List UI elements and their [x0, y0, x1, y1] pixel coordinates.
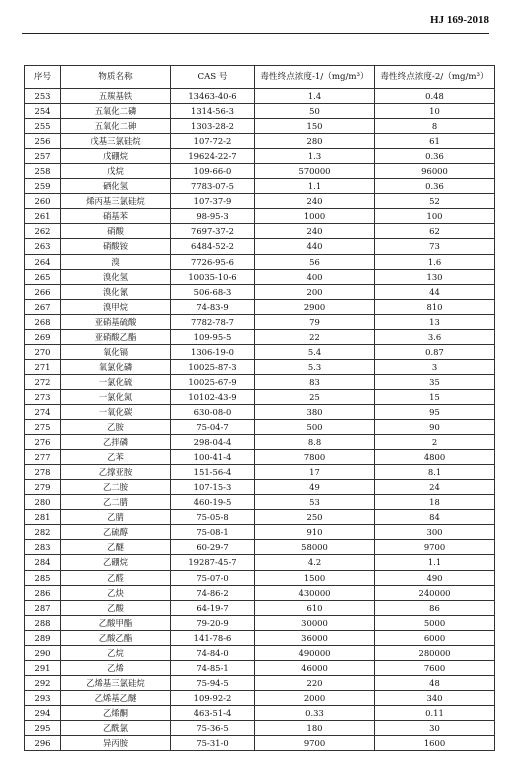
- substance-name: 五羰基铁: [61, 89, 171, 104]
- substance-name: 溴: [61, 254, 171, 269]
- table-row: [25, 720, 495, 735]
- row-number: 256: [25, 134, 61, 149]
- substance-name: 一氯化氮: [61, 389, 171, 404]
- row-number: 294: [25, 705, 61, 720]
- substance-name: 乙胺: [61, 420, 171, 435]
- row-number: 259: [25, 179, 61, 194]
- toxicity-endpoint-1: 56: [255, 254, 375, 269]
- toxicity-endpoint-2: 0.48: [375, 89, 495, 104]
- row-number: 293: [25, 690, 61, 705]
- toxicity-endpoint-1: 1000: [255, 209, 375, 224]
- row-number: 261: [25, 209, 61, 224]
- table-row: [25, 389, 495, 404]
- toxicity-endpoint-1: 280: [255, 134, 375, 149]
- row-number: 255: [25, 119, 61, 134]
- toxicity-endpoint-2: 18: [375, 495, 495, 510]
- substance-name: 硝酸铵: [61, 239, 171, 254]
- toxicity-endpoint-2: 0.11: [375, 705, 495, 720]
- table-row: [25, 705, 495, 720]
- substance-name: 硝酸: [61, 224, 171, 239]
- substance-name: 乙苯: [61, 450, 171, 465]
- toxicity-endpoint-1: 500: [255, 420, 375, 435]
- toxicity-endpoint-2: 240000: [375, 585, 495, 600]
- substance-name: 硝基苯: [61, 209, 171, 224]
- row-number: 268: [25, 314, 61, 329]
- toxicity-endpoint-2: 7600: [375, 660, 495, 675]
- toxicity-endpoint-1: 570000: [255, 164, 375, 179]
- row-number: 274: [25, 404, 61, 419]
- toxicity-endpoint-1: 910: [255, 525, 375, 540]
- table-row: [25, 299, 495, 314]
- row-number: 295: [25, 720, 61, 735]
- table-row: [25, 149, 495, 164]
- table-row: [25, 660, 495, 675]
- table-row: [25, 314, 495, 329]
- toxicity-endpoint-1: 240: [255, 194, 375, 209]
- toxicity-endpoint-2: 300: [375, 525, 495, 540]
- toxicity-endpoint-2: 86: [375, 600, 495, 615]
- substance-name: 乙烯: [61, 660, 171, 675]
- toxicity-endpoint-2: 62: [375, 224, 495, 239]
- substance-name: 乙二腈: [61, 495, 171, 510]
- toxicity-endpoint-2: 95: [375, 404, 495, 419]
- toxicity-endpoint-2: 30: [375, 720, 495, 735]
- toxicity-endpoint-1: 8.8: [255, 435, 375, 450]
- toxicity-endpoint-2: 100: [375, 209, 495, 224]
- cas-number: 60-29-7: [171, 540, 255, 555]
- row-number: 263: [25, 239, 61, 254]
- table-row: [25, 450, 495, 465]
- table-row: [25, 194, 495, 209]
- row-number: 296: [25, 736, 61, 751]
- cas-number: 74-85-1: [171, 660, 255, 675]
- substance-name: 戊基三氯硅烷: [61, 134, 171, 149]
- toxicity-endpoint-2: 96000: [375, 164, 495, 179]
- cas-number: 151-56-4: [171, 465, 255, 480]
- toxicity-endpoint-2: 1.6: [375, 254, 495, 269]
- toxicity-endpoint-1: 53: [255, 495, 375, 510]
- substance-name: 异丙胺: [61, 736, 171, 751]
- toxicity-endpoint-2: 5000: [375, 615, 495, 630]
- substance-name: 五氧化二磷: [61, 104, 171, 119]
- column-header: CAS 号: [171, 66, 255, 89]
- row-number: 254: [25, 104, 61, 119]
- column-header: 序号: [25, 66, 61, 89]
- cas-number: 109-95-5: [171, 329, 255, 344]
- table-row: [25, 600, 495, 615]
- row-number: 292: [25, 675, 61, 690]
- row-number: 257: [25, 149, 61, 164]
- cas-number: 75-05-8: [171, 510, 255, 525]
- cas-number: 75-07-0: [171, 570, 255, 585]
- cas-number: 75-36-5: [171, 720, 255, 735]
- row-number: 291: [25, 660, 61, 675]
- substance-name: 一氧化碳: [61, 404, 171, 419]
- toxicity-endpoint-1: 58000: [255, 540, 375, 555]
- cas-number: 19287-45-7: [171, 555, 255, 570]
- toxicity-endpoint-1: 440: [255, 239, 375, 254]
- toxicity-endpoint-1: 240: [255, 224, 375, 239]
- toxicity-endpoint-2: 0.36: [375, 149, 495, 164]
- row-number: 264: [25, 254, 61, 269]
- table-row: [25, 359, 495, 374]
- row-number: 266: [25, 284, 61, 299]
- table-row: [25, 239, 495, 254]
- toxicity-endpoint-1: 1.1: [255, 179, 375, 194]
- toxicity-endpoint-2: 0.36: [375, 179, 495, 194]
- substance-name: 戊硼烷: [61, 149, 171, 164]
- row-number: 276: [25, 435, 61, 450]
- table-row: [25, 495, 495, 510]
- toxicity-endpoint-2: 48: [375, 675, 495, 690]
- toxicity-endpoint-2: 73: [375, 239, 495, 254]
- cas-number: 1314-56-3: [171, 104, 255, 119]
- table-row: [25, 615, 495, 630]
- table-row: [25, 269, 495, 284]
- substance-name: 一氯化硫: [61, 374, 171, 389]
- cas-number: 109-92-2: [171, 690, 255, 705]
- toxicity-endpoint-2: 6000: [375, 630, 495, 645]
- cas-number: 463-51-4: [171, 705, 255, 720]
- cas-number: 107-37-9: [171, 194, 255, 209]
- cas-number: 109-66-0: [171, 164, 255, 179]
- table-row: [25, 164, 495, 179]
- substance-name: 乙二胺: [61, 480, 171, 495]
- row-number: 253: [25, 89, 61, 104]
- table-row: [25, 480, 495, 495]
- cas-number: 1303-28-2: [171, 119, 255, 134]
- cas-number: 10102-43-9: [171, 389, 255, 404]
- toxicity-endpoint-2: 13: [375, 314, 495, 329]
- row-number: 269: [25, 329, 61, 344]
- toxicity-endpoint-2: 35: [375, 374, 495, 389]
- substance-name: 乙烷: [61, 645, 171, 660]
- cas-number: 98-95-3: [171, 209, 255, 224]
- table-row: [25, 675, 495, 690]
- toxicity-endpoint-1: 0.33: [255, 705, 375, 720]
- row-number: 283: [25, 540, 61, 555]
- column-header: 物质名称: [61, 66, 171, 89]
- toxicity-endpoint-1: 2900: [255, 299, 375, 314]
- cas-number: 298-04-4: [171, 435, 255, 450]
- table-row: [25, 374, 495, 389]
- toxicity-endpoint-1: 25: [255, 389, 375, 404]
- substance-name: 亚硝基硫酸: [61, 314, 171, 329]
- row-number: 279: [25, 480, 61, 495]
- row-number: 258: [25, 164, 61, 179]
- toxicity-endpoint-2: 1600: [375, 736, 495, 751]
- cas-number: 506-68-3: [171, 284, 255, 299]
- substance-name: 乙拌磷: [61, 435, 171, 450]
- toxicity-endpoint-1: 17: [255, 465, 375, 480]
- substance-name: 乙撑亚胺: [61, 465, 171, 480]
- toxicity-endpoint-1: 1.3: [255, 149, 375, 164]
- row-number: 286: [25, 585, 61, 600]
- toxicity-endpoint-1: 400: [255, 269, 375, 284]
- table-row: [25, 404, 495, 419]
- cas-number: 460-19-5: [171, 495, 255, 510]
- substance-name: 乙酸乙酯: [61, 630, 171, 645]
- toxicity-endpoint-1: 46000: [255, 660, 375, 675]
- substance-name: 五氧化二砷: [61, 119, 171, 134]
- row-number: 290: [25, 645, 61, 660]
- table-row: [25, 254, 495, 269]
- toxicity-endpoint-2: 52: [375, 194, 495, 209]
- row-number: 288: [25, 615, 61, 630]
- table-row: [25, 465, 495, 480]
- table-body: [25, 89, 495, 751]
- substance-name: 乙醚: [61, 540, 171, 555]
- table-row: [25, 224, 495, 239]
- substance-name: 亚硝酸乙酯: [61, 329, 171, 344]
- row-number: 285: [25, 570, 61, 585]
- table-row: [25, 645, 495, 660]
- cas-number: 7783-07-5: [171, 179, 255, 194]
- toxicity-endpoint-1: 1500: [255, 570, 375, 585]
- substance-name: 戊烷: [61, 164, 171, 179]
- toxicity-endpoint-1: 9700: [255, 736, 375, 751]
- table-row: [25, 89, 495, 104]
- header-divider: [22, 33, 489, 34]
- cas-number: 10025-67-9: [171, 374, 255, 389]
- toxicity-endpoint-1: 2000: [255, 690, 375, 705]
- toxicity-endpoint-1: 610: [255, 600, 375, 615]
- table-row: [25, 510, 495, 525]
- toxicity-table: [24, 65, 495, 751]
- toxicity-endpoint-1: 83: [255, 374, 375, 389]
- cas-number: 75-31-0: [171, 736, 255, 751]
- toxicity-endpoint-1: 5.4: [255, 344, 375, 359]
- toxicity-endpoint-2: 90: [375, 420, 495, 435]
- row-number: 278: [25, 465, 61, 480]
- substance-name: 烯丙基三氯硅烷: [61, 194, 171, 209]
- toxicity-endpoint-2: 84: [375, 510, 495, 525]
- toxicity-endpoint-1: 22: [255, 329, 375, 344]
- toxicity-endpoint-1: 220: [255, 675, 375, 690]
- table-row: [25, 420, 495, 435]
- toxicity-endpoint-2: 44: [375, 284, 495, 299]
- table-row: [25, 104, 495, 119]
- toxicity-endpoint-2: 4800: [375, 450, 495, 465]
- toxicity-endpoint-2: 1.1: [375, 555, 495, 570]
- row-number: 265: [25, 269, 61, 284]
- substance-name: 乙酸甲酯: [61, 615, 171, 630]
- cas-number: 6484-52-2: [171, 239, 255, 254]
- cas-number: 79-20-9: [171, 615, 255, 630]
- substance-name: 氧化镉: [61, 344, 171, 359]
- toxicity-endpoint-1: 150: [255, 119, 375, 134]
- toxicity-endpoint-1: 250: [255, 510, 375, 525]
- cas-number: 10025-87-3: [171, 359, 255, 374]
- toxicity-endpoint-1: 7800: [255, 450, 375, 465]
- toxicity-endpoint-2: 9700: [375, 540, 495, 555]
- row-number: 260: [25, 194, 61, 209]
- table-header: [25, 66, 495, 89]
- toxicity-endpoint-2: 340: [375, 690, 495, 705]
- substance-name: 乙硼烷: [61, 555, 171, 570]
- toxicity-endpoint-1: 490000: [255, 645, 375, 660]
- cas-number: 1306-19-0: [171, 344, 255, 359]
- table-row: [25, 736, 495, 751]
- column-header: 毒性终点浓度-2/（mg/m³）: [375, 66, 495, 89]
- toxicity-endpoint-2: 490: [375, 570, 495, 585]
- cas-number: 100-41-4: [171, 450, 255, 465]
- row-number: 287: [25, 600, 61, 615]
- cas-number: 74-84-0: [171, 645, 255, 660]
- substance-name: 乙酸: [61, 600, 171, 615]
- cas-number: 13463-40-6: [171, 89, 255, 104]
- cas-number: 7726-95-6: [171, 254, 255, 269]
- row-number: 277: [25, 450, 61, 465]
- standard-code: HJ 169-2018: [430, 14, 489, 26]
- toxicity-endpoint-1: 30000: [255, 615, 375, 630]
- table-row: [25, 209, 495, 224]
- cas-number: 107-72-2: [171, 134, 255, 149]
- substance-name: 乙酰氯: [61, 720, 171, 735]
- substance-name: 乙炔: [61, 585, 171, 600]
- table-row: [25, 344, 495, 359]
- substance-name: 乙烯酮: [61, 705, 171, 720]
- substance-name: 乙腈: [61, 510, 171, 525]
- table-row: [25, 525, 495, 540]
- row-number: 262: [25, 224, 61, 239]
- cas-number: 107-15-3: [171, 480, 255, 495]
- toxicity-endpoint-1: 49: [255, 480, 375, 495]
- toxicity-endpoint-2: 10: [375, 104, 495, 119]
- row-number: 267: [25, 299, 61, 314]
- table-row: [25, 690, 495, 705]
- cas-number: 10035-10-6: [171, 269, 255, 284]
- row-number: 280: [25, 495, 61, 510]
- table-row: [25, 179, 495, 194]
- cas-number: 75-08-1: [171, 525, 255, 540]
- cas-number: 141-78-6: [171, 630, 255, 645]
- toxicity-endpoint-1: 1.4: [255, 89, 375, 104]
- cas-number: 75-04-7: [171, 420, 255, 435]
- row-number: 272: [25, 374, 61, 389]
- toxicity-endpoint-1: 200: [255, 284, 375, 299]
- substance-name: 乙烯基三氯硅烷: [61, 675, 171, 690]
- toxicity-endpoint-2: 15: [375, 389, 495, 404]
- row-number: 275: [25, 420, 61, 435]
- cas-number: 19624-22-7: [171, 149, 255, 164]
- toxicity-endpoint-1: 180: [255, 720, 375, 735]
- toxicity-endpoint-2: 8: [375, 119, 495, 134]
- toxicity-endpoint-1: 430000: [255, 585, 375, 600]
- toxicity-endpoint-2: 24: [375, 480, 495, 495]
- cas-number: 74-86-2: [171, 585, 255, 600]
- toxicity-endpoint-1: 50: [255, 104, 375, 119]
- substance-name: 乙烯基乙醚: [61, 690, 171, 705]
- toxicity-endpoint-2: 130: [375, 269, 495, 284]
- table-row: [25, 555, 495, 570]
- toxicity-endpoint-1: 380: [255, 404, 375, 419]
- substance-name: 溴化氰: [61, 284, 171, 299]
- toxicity-endpoint-1: 36000: [255, 630, 375, 645]
- row-number: 284: [25, 555, 61, 570]
- toxicity-endpoint-1: 79: [255, 314, 375, 329]
- table-row: [25, 284, 495, 299]
- toxicity-endpoint-2: 810: [375, 299, 495, 314]
- table-row: [25, 329, 495, 344]
- substance-name: 氧氯化磷: [61, 359, 171, 374]
- row-number: 270: [25, 344, 61, 359]
- cas-number: 74-83-9: [171, 299, 255, 314]
- table-row: [25, 585, 495, 600]
- row-number: 271: [25, 359, 61, 374]
- toxicity-endpoint-2: 0.87: [375, 344, 495, 359]
- cas-number: 64-19-7: [171, 600, 255, 615]
- toxicity-endpoint-2: 3.6: [375, 329, 495, 344]
- toxicity-endpoint-2: 280000: [375, 645, 495, 660]
- cas-number: 75-94-5: [171, 675, 255, 690]
- table-row: [25, 134, 495, 149]
- row-number: 281: [25, 510, 61, 525]
- row-number: 282: [25, 525, 61, 540]
- row-number: 289: [25, 630, 61, 645]
- substance-name: 溴甲烷: [61, 299, 171, 314]
- substance-name: 乙醛: [61, 570, 171, 585]
- toxicity-endpoint-2: 61: [375, 134, 495, 149]
- table-row: [25, 119, 495, 134]
- toxicity-endpoint-2: 3: [375, 359, 495, 374]
- substance-name: 乙硫醇: [61, 525, 171, 540]
- row-number: 273: [25, 389, 61, 404]
- substance-name: 溴化氢: [61, 269, 171, 284]
- table-row: [25, 570, 495, 585]
- cas-number: 630-08-0: [171, 404, 255, 419]
- toxicity-endpoint-2: 2: [375, 435, 495, 450]
- table-row: [25, 540, 495, 555]
- toxicity-endpoint-1: 5.3: [255, 359, 375, 374]
- toxicity-endpoint-2: 8.1: [375, 465, 495, 480]
- cas-number: 7782-78-7: [171, 314, 255, 329]
- header-row: [25, 66, 495, 89]
- table-row: [25, 435, 495, 450]
- cas-number: 7697-37-2: [171, 224, 255, 239]
- substance-name: 硒化氢: [61, 179, 171, 194]
- toxicity-endpoint-1: 4.2: [255, 555, 375, 570]
- column-header: 毒性终点浓度-1/（mg/m³）: [255, 66, 375, 89]
- table-row: [25, 630, 495, 645]
